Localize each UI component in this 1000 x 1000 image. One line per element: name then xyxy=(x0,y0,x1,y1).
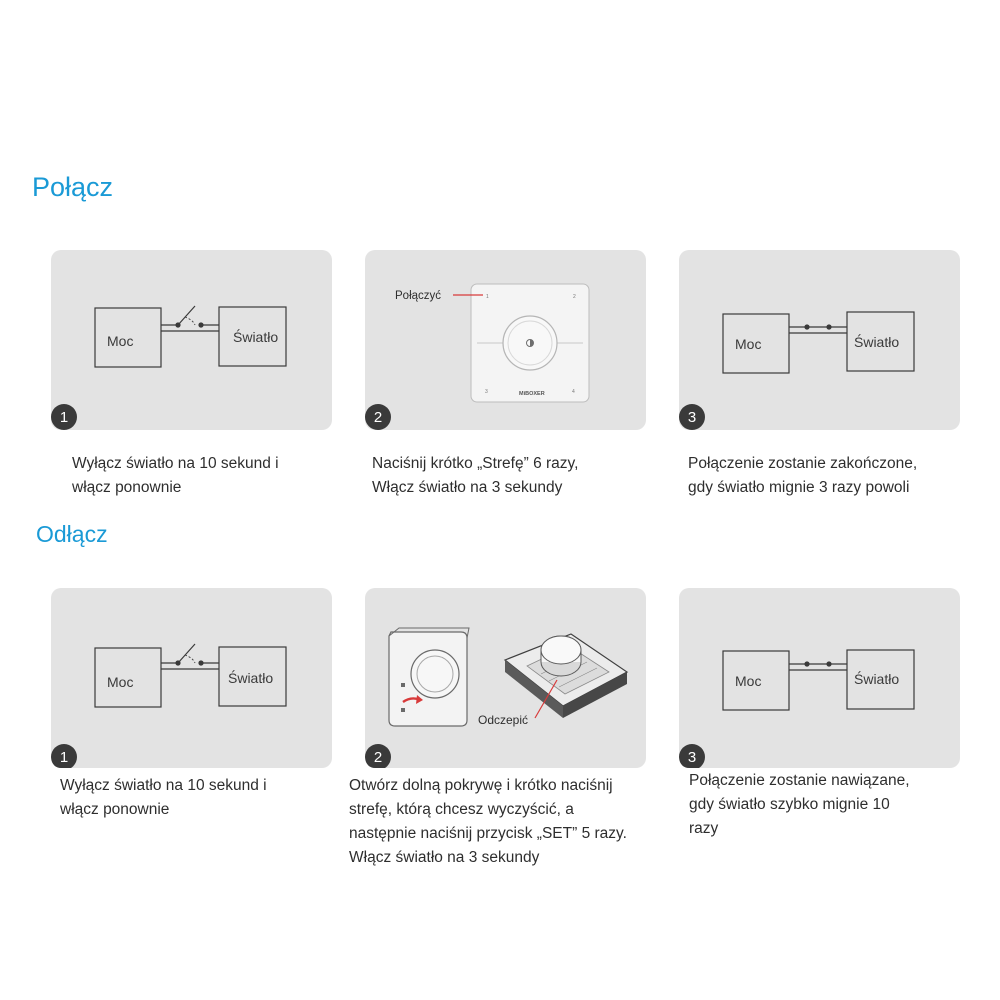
brand-logo: MiBOXER xyxy=(519,391,545,397)
disconnect-step-3-caption: Połączenie zostanie nawiązane, gdy światło szybko mignie 10 razy xyxy=(689,772,910,837)
switch-off-diagram xyxy=(51,588,332,768)
step-number-badge: 1 xyxy=(51,744,77,768)
section-title-connect: Połącz xyxy=(32,172,114,202)
disconnect-step-3-panel xyxy=(679,588,960,768)
svg-text:3: 3 xyxy=(485,389,488,395)
connect-step-1-panel xyxy=(51,250,332,430)
remote-front-diagram xyxy=(365,250,646,430)
switch-on-diagram xyxy=(679,588,960,768)
power-box-label: Moc xyxy=(735,336,762,352)
power-box-label: Moc xyxy=(107,333,134,349)
light-box-label: Światło xyxy=(233,329,279,345)
disconnect-step-1-panel xyxy=(51,588,332,768)
svg-text:4: 4 xyxy=(572,389,575,395)
svg-text:1: 1 xyxy=(486,294,489,300)
switch-on-diagram xyxy=(679,250,960,430)
step-number-badge: 2 xyxy=(365,404,391,430)
connect-step-2-caption: Naciśnij krótko „Strefę” 6 razy, Włącz światło na 3 sekundy xyxy=(372,455,579,496)
callout-label-disconnect: Odczepić xyxy=(478,713,529,727)
remote-open-diagram xyxy=(365,588,646,768)
connect-step-2-panel xyxy=(365,250,646,430)
step-number-badge: 1 xyxy=(51,404,77,430)
disconnect-step-1-caption: Wyłącz światło na 10 sekund i włącz ponownie xyxy=(60,777,267,818)
disconnect-step-2-caption: Otwórz dolną pokrywę i krótko naciśnij strefę, którą chcesz wyczyścić, a następnie naciśnij przycisk „SET” 5 razy. Włącz światło na 3 sekundy xyxy=(349,777,627,866)
disconnect-step-2-panel xyxy=(365,588,646,768)
callout-label-connect: Połączyć xyxy=(395,290,442,302)
connect-step-3-caption: Połączenie zostanie zakończone, gdy światło mignie 3 razy powoli xyxy=(688,455,918,496)
step-number-badge: 3 xyxy=(679,404,705,430)
power-box-label: Moc xyxy=(735,673,762,689)
connect-step-3-panel xyxy=(679,250,960,430)
step-number-badge: 3 xyxy=(679,744,705,768)
step-number-badge: 2 xyxy=(365,744,391,768)
connect-step-1-caption: Wyłącz światło na 10 sekund i włącz ponownie xyxy=(72,455,279,496)
light-box-label: Światło xyxy=(854,334,900,350)
section-title-disconnect: Odłącz xyxy=(36,521,108,547)
light-box-label: Światło xyxy=(854,671,900,687)
light-box-label: Światło xyxy=(228,670,274,686)
switch-off-diagram xyxy=(51,250,332,430)
power-box-label: Moc xyxy=(107,674,134,690)
svg-text:2: 2 xyxy=(573,294,576,300)
